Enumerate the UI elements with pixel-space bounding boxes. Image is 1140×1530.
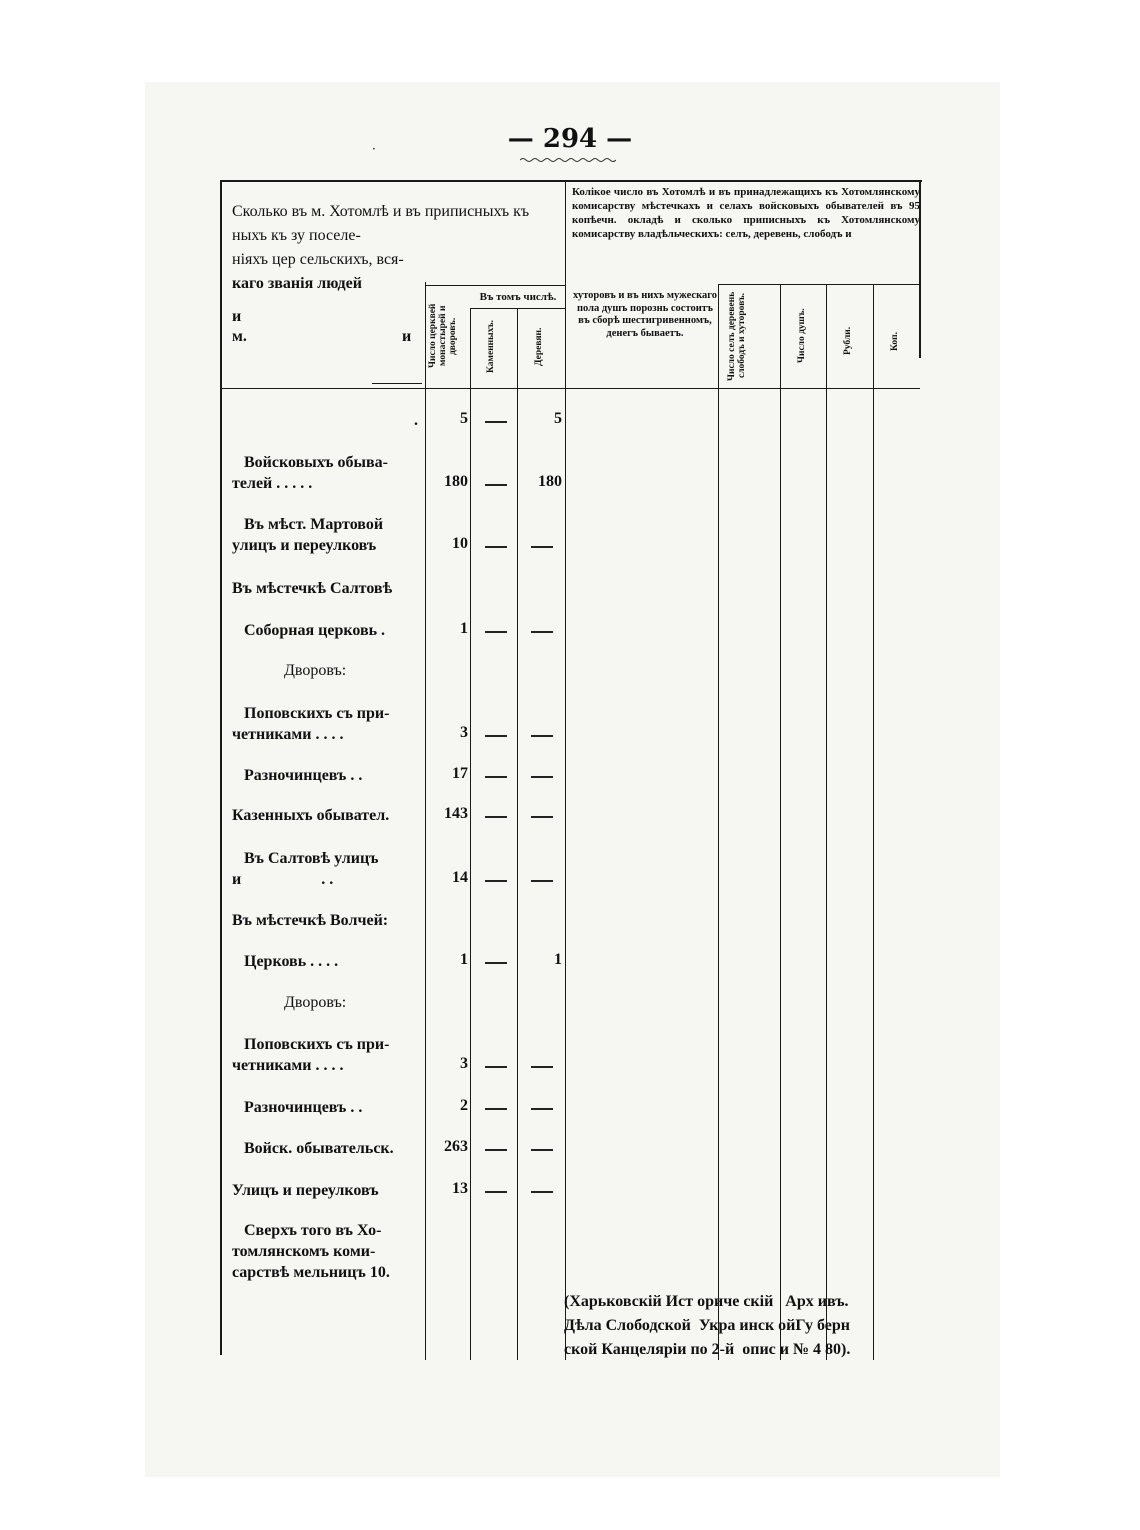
header-left-i2: и	[402, 328, 412, 345]
table-row-label	[232, 1138, 418, 1159]
col-in-total-header: Въ томъ числѣ.	[479, 291, 557, 303]
row-label-line: Соборная церковь .	[244, 622, 386, 639]
row-stone-dash	[485, 1108, 507, 1110]
table-row-label	[232, 910, 418, 931]
row-label-line: Въ мѣст. Мартовой	[244, 516, 384, 533]
table-row-label	[232, 514, 418, 556]
row-wood-dash	[531, 776, 553, 778]
row-label-line: Сверхъ того въ Хо-	[244, 1222, 382, 1239]
table-row-label	[232, 1180, 418, 1201]
row-stone-dash	[485, 1191, 507, 1193]
row-label-line: .	[414, 412, 418, 429]
row-label-line: улицъ и переулковъ	[232, 537, 377, 554]
row-label-line: Дворовъ:	[284, 662, 347, 679]
header-left-line: Сколько въ м. Хотомлѣ и въ приписныхъ къ	[232, 203, 530, 220]
header-left-line: ныхъ къ зу поселе-	[232, 227, 361, 244]
table-row-label	[232, 1097, 418, 1118]
page-number: — 294 —	[507, 124, 633, 154]
row-num: 2	[460, 1097, 468, 1114]
table-row-label	[232, 410, 418, 431]
table-row-label	[232, 703, 418, 745]
row-label-line: Въ мѣстечкѣ Волчей:	[232, 912, 389, 929]
row-label-line: Разночинцевъ . .	[244, 767, 363, 784]
row-label-line: Улицъ и переулковъ	[232, 1182, 379, 1199]
row-num: 3	[460, 724, 468, 741]
row-stone-dash	[485, 1149, 507, 1151]
row-wood-dash	[531, 735, 553, 737]
row-stone-dash	[485, 776, 507, 778]
header-middle: хуторовъ и въ нихъ мужескаго пола душъ порознь состоитъ въ сборѣ шестигривенномъ, денегъ бываетъ.	[573, 290, 717, 339]
row-label-line: томлянскомъ коми-	[232, 1243, 376, 1260]
table-row-label	[232, 848, 418, 890]
table-row-label	[232, 951, 418, 972]
row-label-line: и . .	[232, 871, 334, 888]
row-wood-dash	[531, 880, 553, 882]
row-stone-dash	[485, 1066, 507, 1068]
row-label-line: Въ мѣстечкѣ Салтовѣ	[232, 580, 393, 597]
col-souls-header: Число душъ.	[797, 308, 807, 364]
col-wooden-header: Деревян.	[534, 327, 544, 367]
row-label-line: Войск. обывательск.	[244, 1140, 394, 1157]
table-row-label	[232, 1034, 418, 1076]
table-row-label	[232, 578, 418, 599]
header-left-line: ніяхъ цер сельскихъ, вся-	[232, 251, 404, 268]
citation-line: (Харьковскій Ист ориче скій Арх ивъ.	[564, 1293, 849, 1310]
row-label-line: Дворовъ:	[284, 994, 347, 1011]
col-kopeks-header: Коп.	[890, 331, 900, 351]
row-label-line: Церковь . . . .	[244, 953, 339, 970]
row-label-line: четниками . . . .	[232, 726, 344, 743]
row-label-line: Разночинцевъ . .	[244, 1099, 363, 1116]
row-stone-dash	[485, 631, 507, 633]
row-num: 17	[452, 765, 468, 782]
row-label-line: телей . . . . .	[232, 475, 313, 492]
header-left-m: м.	[232, 328, 247, 345]
row-label-line: Поповскихъ съ при-	[244, 705, 390, 722]
row-num: 1	[460, 951, 468, 968]
row-num: 263	[444, 1138, 468, 1155]
row-wood-dash	[531, 1149, 553, 1151]
row-wood-dash	[531, 1108, 553, 1110]
row-wood-dash	[531, 1066, 553, 1068]
row-stone-dash	[485, 816, 507, 818]
row-label-line: Казенныхъ обывател.	[232, 807, 390, 824]
row-label-line: Войсковыхъ обыва-	[244, 454, 388, 471]
header-left-i: и	[232, 308, 242, 325]
row-num: 14	[452, 869, 468, 886]
row-wood-dash	[531, 816, 553, 818]
row-stone-dash	[485, 484, 507, 486]
header-left	[232, 200, 562, 296]
row-label-line: сарствѣ мельницъ 10.	[232, 1264, 390, 1281]
row-wood-dash	[531, 546, 553, 548]
row-num: 180	[444, 473, 468, 490]
citation-line: Дѣла Слободской Укра инск ойГу берн	[564, 1317, 850, 1334]
row-stone-dash	[485, 546, 507, 548]
source-citation	[564, 1290, 924, 1362]
table-row-label	[232, 452, 418, 494]
row-label-line: четниками . . . .	[232, 1057, 344, 1074]
row-num: 10	[452, 535, 468, 552]
row-wood-dash	[531, 1191, 553, 1193]
row-label-line: Въ Салтовѣ улицъ	[244, 850, 379, 867]
row-num: 5	[460, 410, 468, 427]
row-stone-dash	[485, 735, 507, 737]
header-right: Колікое число въ Хотомлѣ и въ принадлежащихъ къ Хотомлянскому комисарству мѣстечкахъ и селахъ войсковыхъ обывателей въ 95 копѣечн. окладѣ и сколько приписныхъ къ Хотомлянскому комисарству владѣльческихъ: селъ, деревень, слободъ и	[572, 186, 920, 240]
row-wood: 5	[554, 410, 562, 427]
row-label-line: Поповскихъ съ при-	[244, 1036, 390, 1053]
row-stone-dash	[485, 421, 507, 423]
row-stone-dash	[485, 962, 507, 964]
table-row-label	[232, 660, 418, 681]
row-stone-dash	[485, 880, 507, 882]
page-number-underline	[520, 157, 616, 163]
row-num: 143	[444, 805, 468, 822]
col-rubles-header: Рубли.	[843, 326, 853, 356]
row-wood-dash	[531, 631, 553, 633]
row-wood: 180	[538, 473, 562, 490]
row-num: 13	[452, 1180, 468, 1197]
table-row-label	[232, 992, 418, 1013]
citation-line: ской Канцеляріи по 2-й опис и № 4 80).	[564, 1341, 851, 1358]
table-row-label	[232, 620, 418, 641]
row-wood: 1	[554, 951, 562, 968]
col-churches-header: Число церквей монастырей и дворовъ.	[428, 303, 458, 369]
table-row-label	[232, 1220, 418, 1283]
stray-mark: ·	[372, 142, 376, 156]
col-villages-header: Число селъ деревень слободъ и хуторовъ.	[727, 291, 747, 381]
table-row-label	[232, 805, 418, 826]
col-stone-header: Каменныхъ.	[486, 320, 496, 374]
header-left-line: каго званія людей	[232, 275, 362, 292]
row-num: 3	[460, 1055, 468, 1072]
table-row-label	[232, 765, 418, 786]
row-num: 1	[460, 620, 468, 637]
